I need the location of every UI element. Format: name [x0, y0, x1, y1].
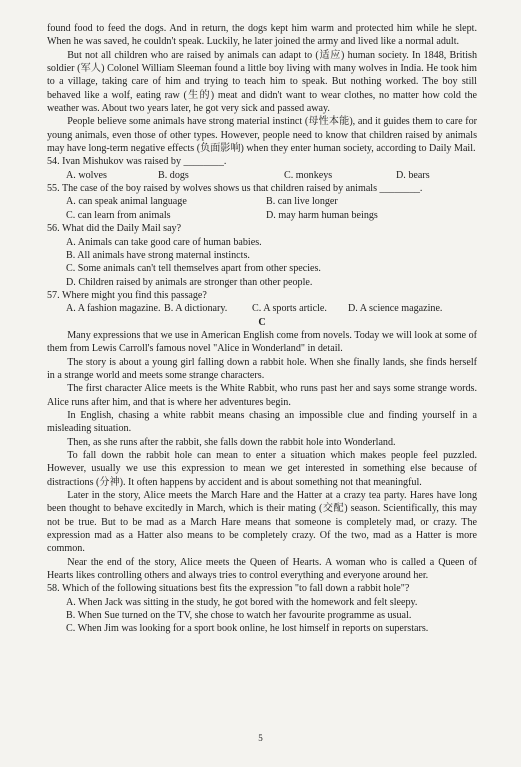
- option-b: B. can live longer: [266, 196, 338, 208]
- question-options: [47, 236, 477, 289]
- question-58: [47, 582, 477, 635]
- option-b: B. All animals have strong maternal instincts.: [66, 249, 250, 261]
- option-d: D. may harm human beings: [266, 209, 378, 221]
- option-a: A. wolves: [66, 169, 107, 181]
- passage-c-paragraph: To fall down the rabbit hole can mean to enter a situation which makes people feel puzzled. However, usually we use this expression to mean we get interested in something else because of distractions (分神). It often happens by accident and is about something not that meaningful.: [47, 450, 477, 488]
- question-57: [47, 289, 477, 316]
- question-stem: 55. The case of the boy raised by wolves shows us that children raised by animals ________.: [47, 183, 423, 195]
- option-b: B. When Sue turned on the TV, she chose to watch her favourite programme as usual.: [66, 610, 412, 622]
- passage-c-paragraph: The story is about a young girl falling down a rabbit hole. When she finally lands, she finds herself in a strange world and meets some strange characters.: [47, 356, 477, 381]
- question-options: [47, 596, 477, 636]
- option-a: A. Animals can take good care of human babies.: [66, 236, 262, 248]
- option-c: C. When Jim was looking for a sport book online, he lost himself in reports on superstars.: [66, 623, 429, 635]
- passage-b-paragraph: But not all children who are raised by animals can adapt to (适应) human society. In 1848, British soldier (军人) Colonel William Sleeman found a little boy living with many wolves in India. He took him to a village, taking care of him and trying to teach him to speak. But nothing worked. The boy still behaved like a wolf, eating raw (生的) meat and didn't want to wear clothes, no matter how cold the weather was. About two years later, he got very sick and passed away.: [47, 49, 477, 115]
- question-options: [47, 195, 477, 222]
- passage-c-paragraph: In English, chasing a white rabbit means chasing an impossible clue and finding yourself in a misleading situation.: [47, 409, 477, 435]
- question-options: [47, 169, 477, 182]
- option-a: A. A fashion magazine.: [66, 303, 161, 315]
- option-b: B. dogs: [158, 169, 189, 181]
- option-b: B. A dictionary.: [164, 303, 228, 315]
- question-55: [47, 182, 477, 222]
- option-c: C. monkeys: [284, 169, 333, 181]
- option-c: C. can learn from animals: [66, 209, 171, 221]
- question-stem: 54. Ivan Mishukov was raised by ________.: [47, 156, 227, 168]
- passage-c-paragraph: Then, as she runs after the rabbit, she falls down the rabbit hole into Wonderland.: [67, 436, 396, 448]
- question-stem: 58. Which of the following situations best fits the expression "to fall down a rabbit hole"?: [47, 583, 410, 595]
- option-a: A. can speak animal language: [66, 196, 187, 208]
- passage-c-paragraph: Near the end of the story, Alice meets the Queen of Hearts. A woman who is called a Queen of Hearts likes controlling others and always tries to control everything and everyone around her.: [47, 556, 477, 582]
- question-54: [47, 155, 477, 182]
- section-heading: C: [258, 316, 266, 328]
- passage-c-paragraph: Many expressions that we use in American English come from novels. Today we will look at some of them from Lewis Carroll's famous novel "Alice in Wonderland" in detail.: [47, 329, 477, 355]
- question-56: [47, 222, 477, 289]
- question-stem: 57. Where might you find this passage?: [47, 289, 207, 301]
- passage-c-paragraph: The first character Alice meets is the White Rabbit, who runs past her and says some strange words. Alice runs after him, and that is where her adventures begin.: [47, 383, 477, 408]
- option-c: C. A sports article.: [252, 303, 327, 315]
- passage-b-paragraph: People believe some animals have strong material instinct (母性本能), and it guides them to care for young animals, even those of other types. However, people need to know that children raised by animals may have long-term negative effects (负面影响) when they enter human society, according to Daily Mail.: [47, 116, 477, 155]
- question-options: [47, 302, 477, 315]
- option-d: D. A science magazine.: [348, 303, 443, 315]
- passage-c-paragraph: Later in the story, Alice meets the March Hare and the Hatter at a crazy tea party. Hares have long been thought to behave excitedly in March, which is their mating (交配) season. Scientifically, this may not be true. But to be mad as a March Hare means that someone is completely mad, or crazy. The expression mad as a Hatter also means to be completely crazy. Of the two, mad as a Hatter is more common.: [47, 490, 477, 555]
- question-stem: 56. What did the Daily Mail say?: [47, 223, 182, 235]
- option-c: C. Some animals can't tell themselves apart from other species.: [66, 263, 321, 275]
- option-d: D. bears: [396, 169, 430, 181]
- passage-b-continuation: found food to feed the dogs. And in return, the dogs kept him warm and protected him while he slept. When he was saved, he couldn't speak. Luckily, he later joined the army and lived like a normal adult.: [47, 23, 477, 48]
- option-a: A. When Jack was sitting in the study, he got bored with the homework and felt sleepy.: [66, 596, 418, 608]
- page-number: 5: [258, 732, 263, 743]
- option-d: D. Children raised by animals are stronger than other people.: [66, 276, 313, 288]
